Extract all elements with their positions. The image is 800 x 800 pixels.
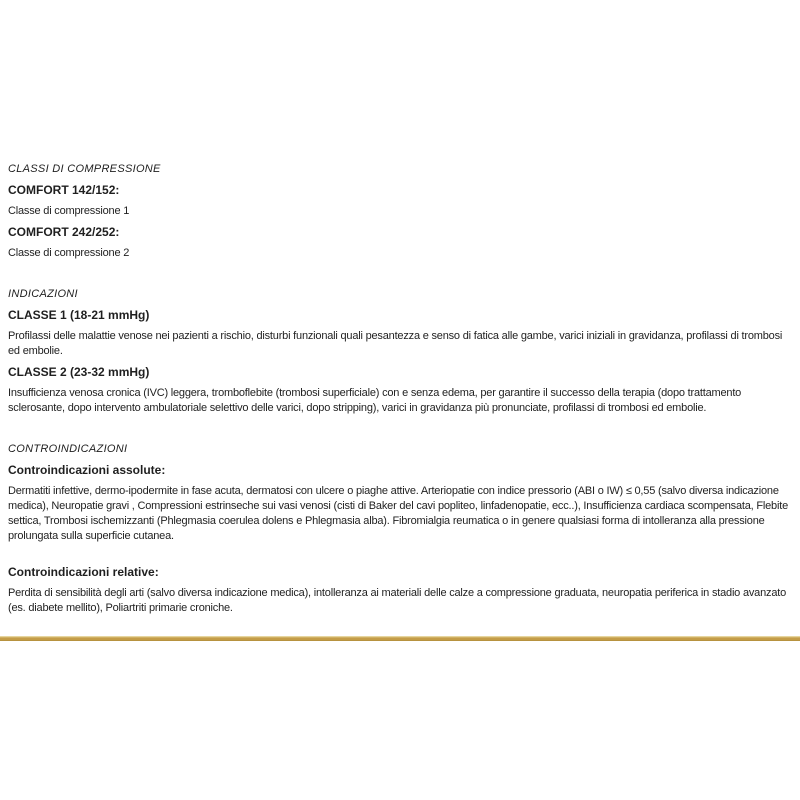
class2-description: Insufficienza venosa cronica (IVC) leggera, tromboflebite (trombosi superficiale) con e senza edema, per garantire il successo della terapia (dopo trattamento sclerosante, dopo intervento ambulatoriale selettivo delle varici, dopo stripping), varici in gravidanza più pronunciate, profilassi di trombosi ed embolie. [8,387,742,414]
comfort-242-252-class: Classe di compressione 2 [8,247,130,259]
gold-divider-line [0,636,800,641]
relative-contraindications-text: Perdita di sensibilità degli arti (salvo diversa indicazione medica), intolleranza ai materiali delle calze a compressione graduata, neuropatia periferica in stadio avanzato (es. diabete mellito), Poliartriti primarie croniche. [8,587,787,614]
comfort-242-252-label: COMFORT 242/252: [8,225,120,239]
class1-description: Profilassi delle malattie venose nei pazienti a rischio, disturbi funzionali quali pesantezza e senso di fatica alle gambe, varici iniziali in gravidanza, profilassi di trombosi ed embolie. [8,330,783,357]
relative-contraindications-heading: Controindicazioni relative: [8,565,159,579]
comfort-142-152-label: COMFORT 142/152: [8,183,120,197]
section-contraindications [8,442,792,616]
class2-heading: CLASSE 2 (23-32 mmHg) [8,365,150,379]
class1-heading: CLASSE 1 (18-21 mmHg) [8,308,150,322]
product-info-text [8,162,792,622]
section-compression-classes [8,162,792,261]
absolute-contraindications-heading: Controindicazioni assolute: [8,463,166,477]
compression-classes-heading: CLASSI DI COMPRESSIONE [8,163,161,175]
indications-heading: INDICAZIONI [8,288,78,300]
section-indications [8,287,792,416]
contraindications-heading: CONTROINDICAZIONI [8,443,128,455]
comfort-142-152-class: Classe di compressione 1 [8,205,130,217]
absolute-contraindications-text: Dermatiti infettive, dermo-ipodermite in fase acuta, dermatosi con ulcere o piaghe attive. Arteriopatie con indice pressorio (ABI o IW) ≤ 0,55 (salvo diversa indicazione medica), Neuropatie gravi , Compressioni estrinseche sui vasi venosi (cisti di Baker del cavi popliteo, linfadenopatie, ecc..), Insufficienza cardiaca scompensata, Flebite settica, Trombosi ischemizzanti (Phlegmasia coerulea dolens e Phlegmasia alba). Fibromialgia reumatica o in genere qualsiasi forma di intolleranza alla pressione prolungata sulla superficie cutanea. [8,485,788,542]
